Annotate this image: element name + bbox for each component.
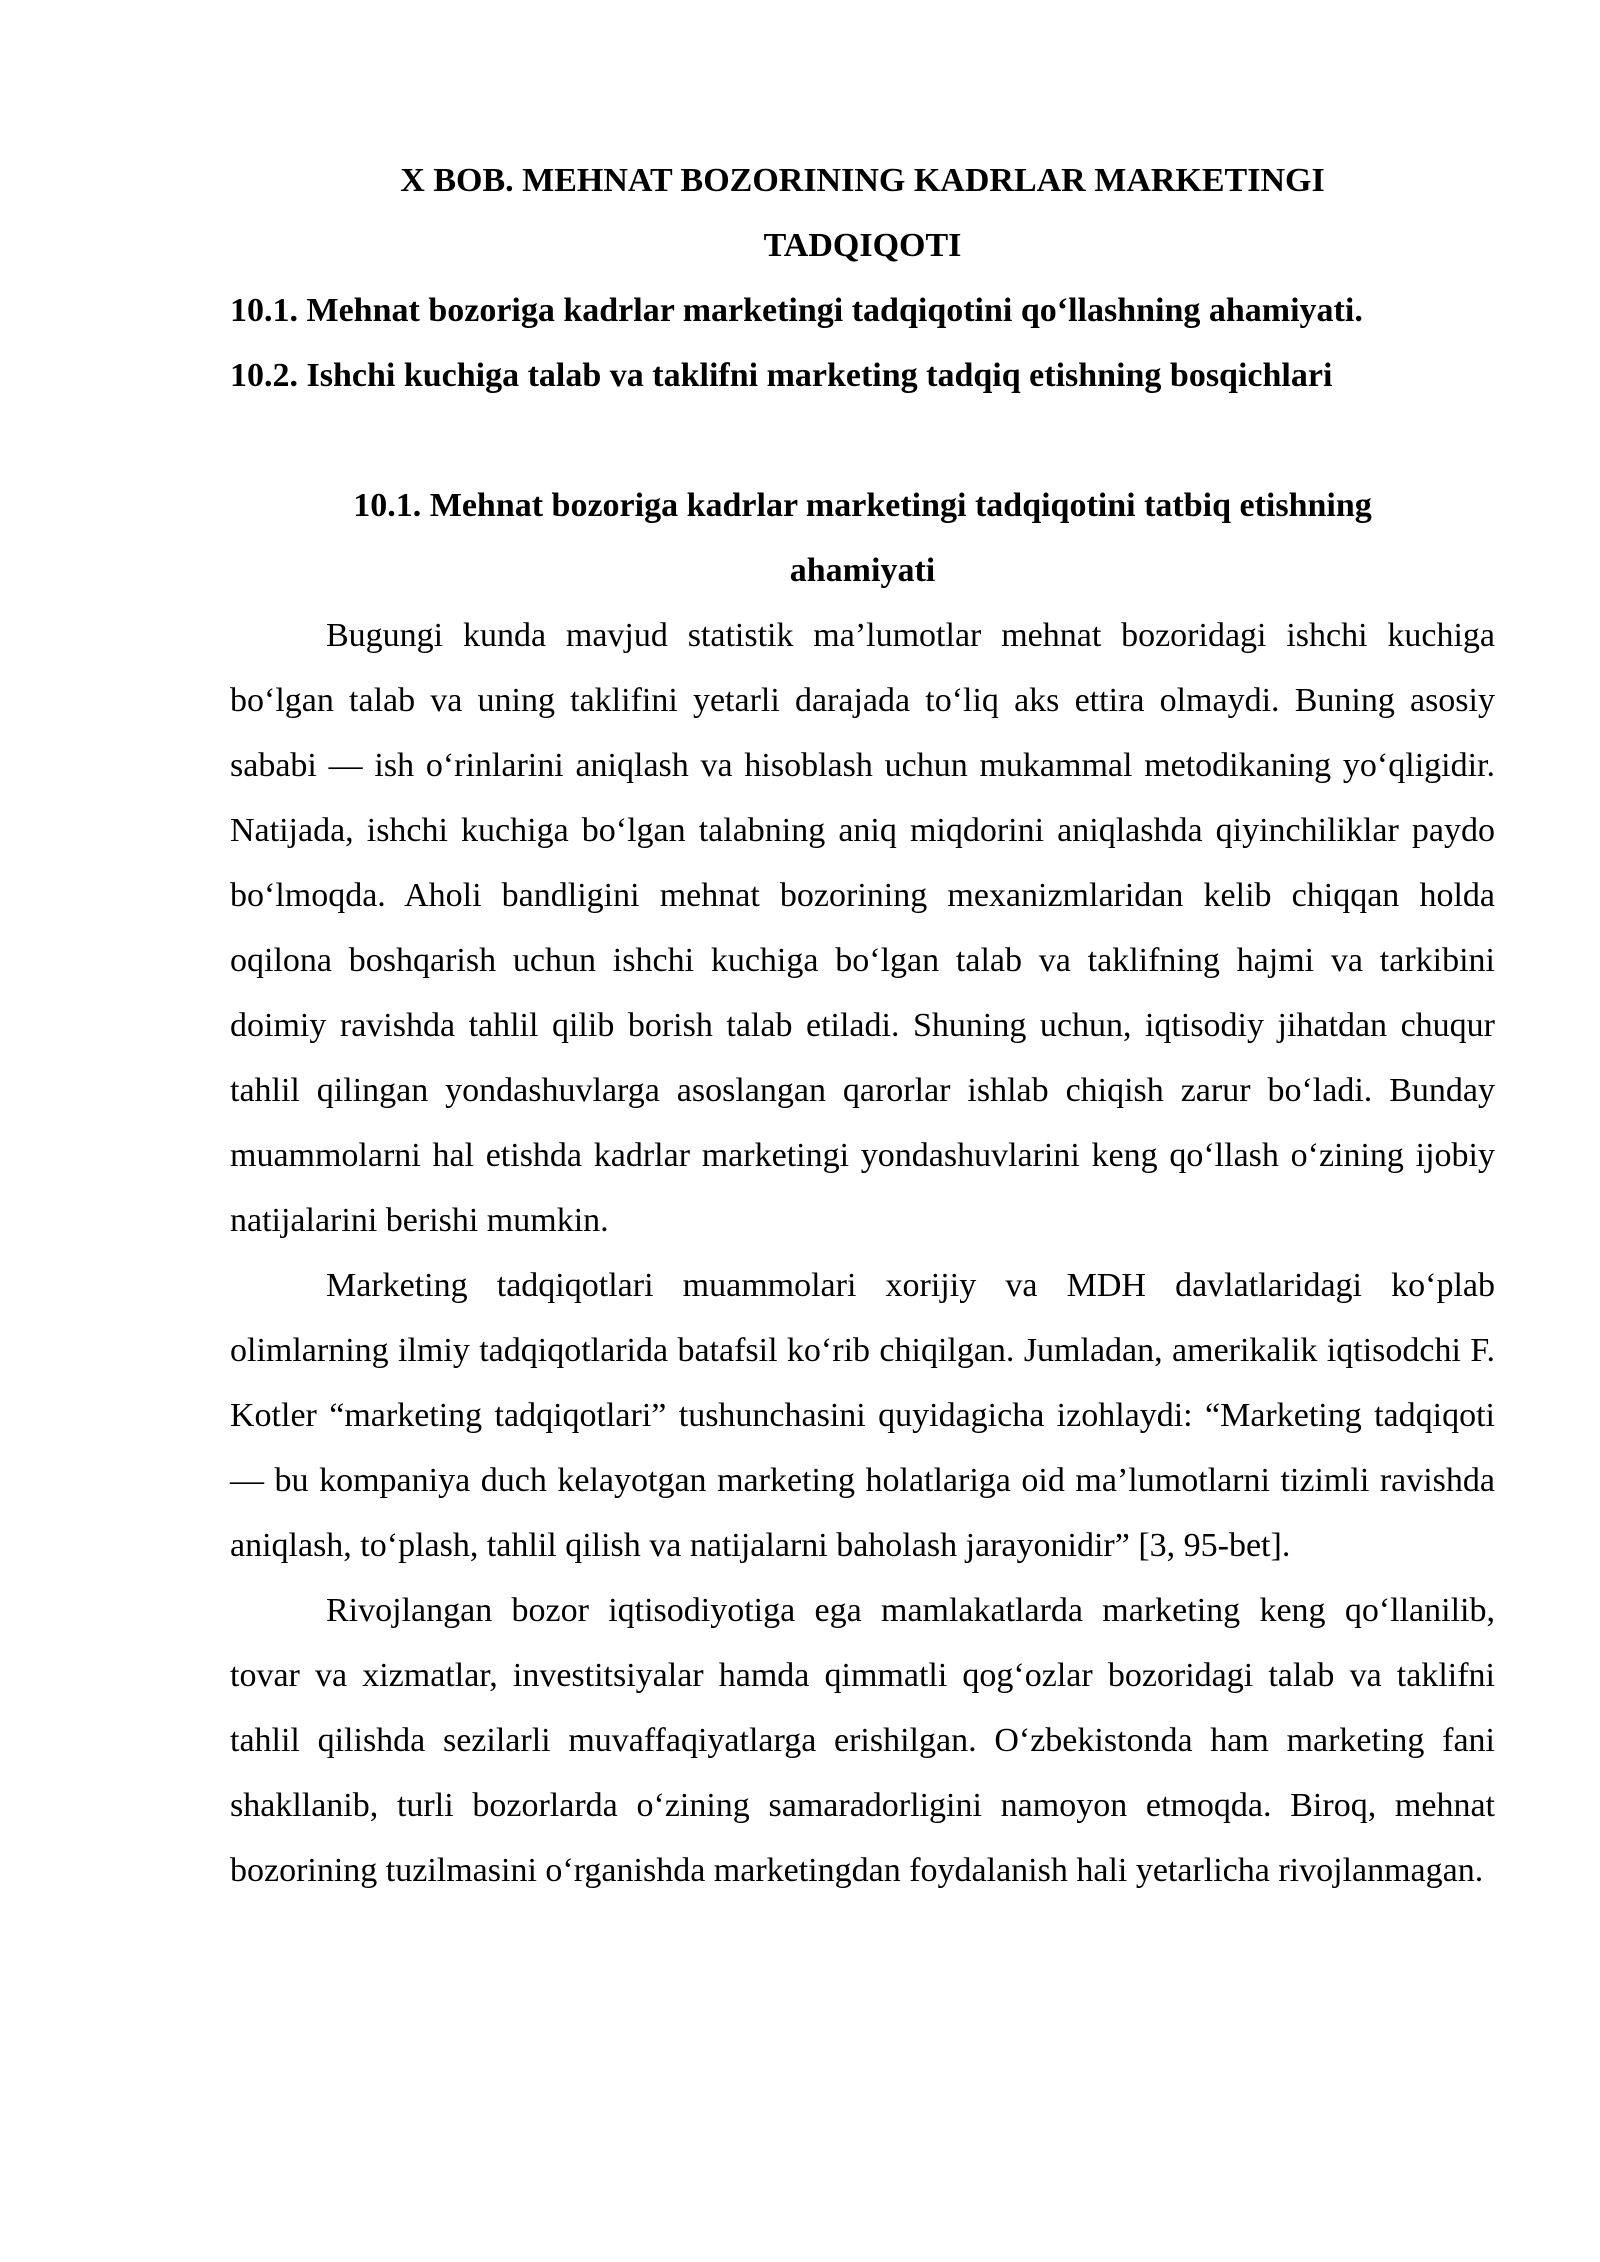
body-paragraph: Bugungi kunda mavjud statistik ma’lumotlar mehnat bozoridagi ishchi kuchiga bo‘lgan talab va uning taklifini yetarli darajada to‘liq aks ettira olmaydi. Buning asosiy sababi — ish o‘rinlarini aniqlash va hisoblash uchun mukammal metodikaning yo‘qligidir. Natijada, ishchi kuchiga bo‘lgan talabning aniq miqdorini aniqlashda qiyinchiliklar paydo bo‘lmoqda. Aholi bandligini mehnat bozorining mexanizmlaridan kelib chiqqan holda oqilona boshqarish uchun ishchi kuchiga bo‘lgan talab va taklifning hajmi va tarkibini doimiy ravishda tahlil qilib borish talab etiladi. Shuning uchun, iqtisodiy jihatdan chuqur tahlil qilingan yondashuvlarga asoslangan qarorlar ishlab chiqish zarur bo‘ladi. Bunday muammolarni hal etishda kadrlar marketingi yondashuvlarini keng qo‘llash o‘zining ijobiy natijalarini berishi mumkin.	[230, 617, 1495, 1239]
body-paragraph: Marketing tadqiqotlari muammolari xorijiy va MDH davlatlaridagi ko‘plab olimlarning ilmiy tadqiqotlarida batafsil ko‘rib chiqilgan. Jumladan, amerikalik iqtisodchi F. Kotler “marketing tadqiqotlari” tushunchasini quyidagicha izohlaydi: “Marketing tadqiqoti — bu kompaniya duch kelayotgan marketing holatlariga oid ma’lumotlarni tizimli ravishda aniqlash, to‘plash, tahlil qilish va natijalarni baholash jarayonidir” [3, 95-bet].	[230, 1267, 1495, 1564]
section-title-line-2: ahamiyati	[789, 552, 936, 589]
body-paragraph: Rivojlangan bozor iqtisodiyotiga ega mamlakatlarda marketing keng qo‘llanilib, tovar va xizmatlar, investitsiyalar hamda qimmatli qog‘ozlar bozoridagi talab va taklifni tahlil qilishda sezilarli muvaffaqiyatlarga erishilgan. O‘zbekistonda ham marketing fani shakllanib, turli bozorlarda o‘zining samaradorligini namoyon etmoqda. Biroq, mehnat bozorining tuzilmasini o‘rganishda marketingdan foydalanish hali yetarlicha rivojlanmagan.	[230, 1592, 1495, 1889]
document-page	[230, 148, 1495, 1903]
chapter-title-line-1: X BOB. MEHNAT BOZORINING KADRLAR MARKETINGI	[400, 162, 1325, 199]
toc-item-10-1: 10.1. Mehnat bozoriga kadrlar marketingi tadqiqotini qo‘llashning ahamiyati.	[230, 292, 1363, 329]
chapter-title	[230, 148, 1495, 278]
section-title-line-1: 10.1. Mehnat bozoriga kadrlar marketingi tadqiqotini tatbiq etishning	[353, 487, 1372, 524]
section-title	[230, 473, 1495, 603]
toc-item-10-2: 10.2. Ishchi kuchiga talab va taklifni marketing tadqiq etishning bosqichlari	[230, 357, 1333, 394]
chapter-title-line-2: TADQIQOTI	[763, 227, 962, 264]
